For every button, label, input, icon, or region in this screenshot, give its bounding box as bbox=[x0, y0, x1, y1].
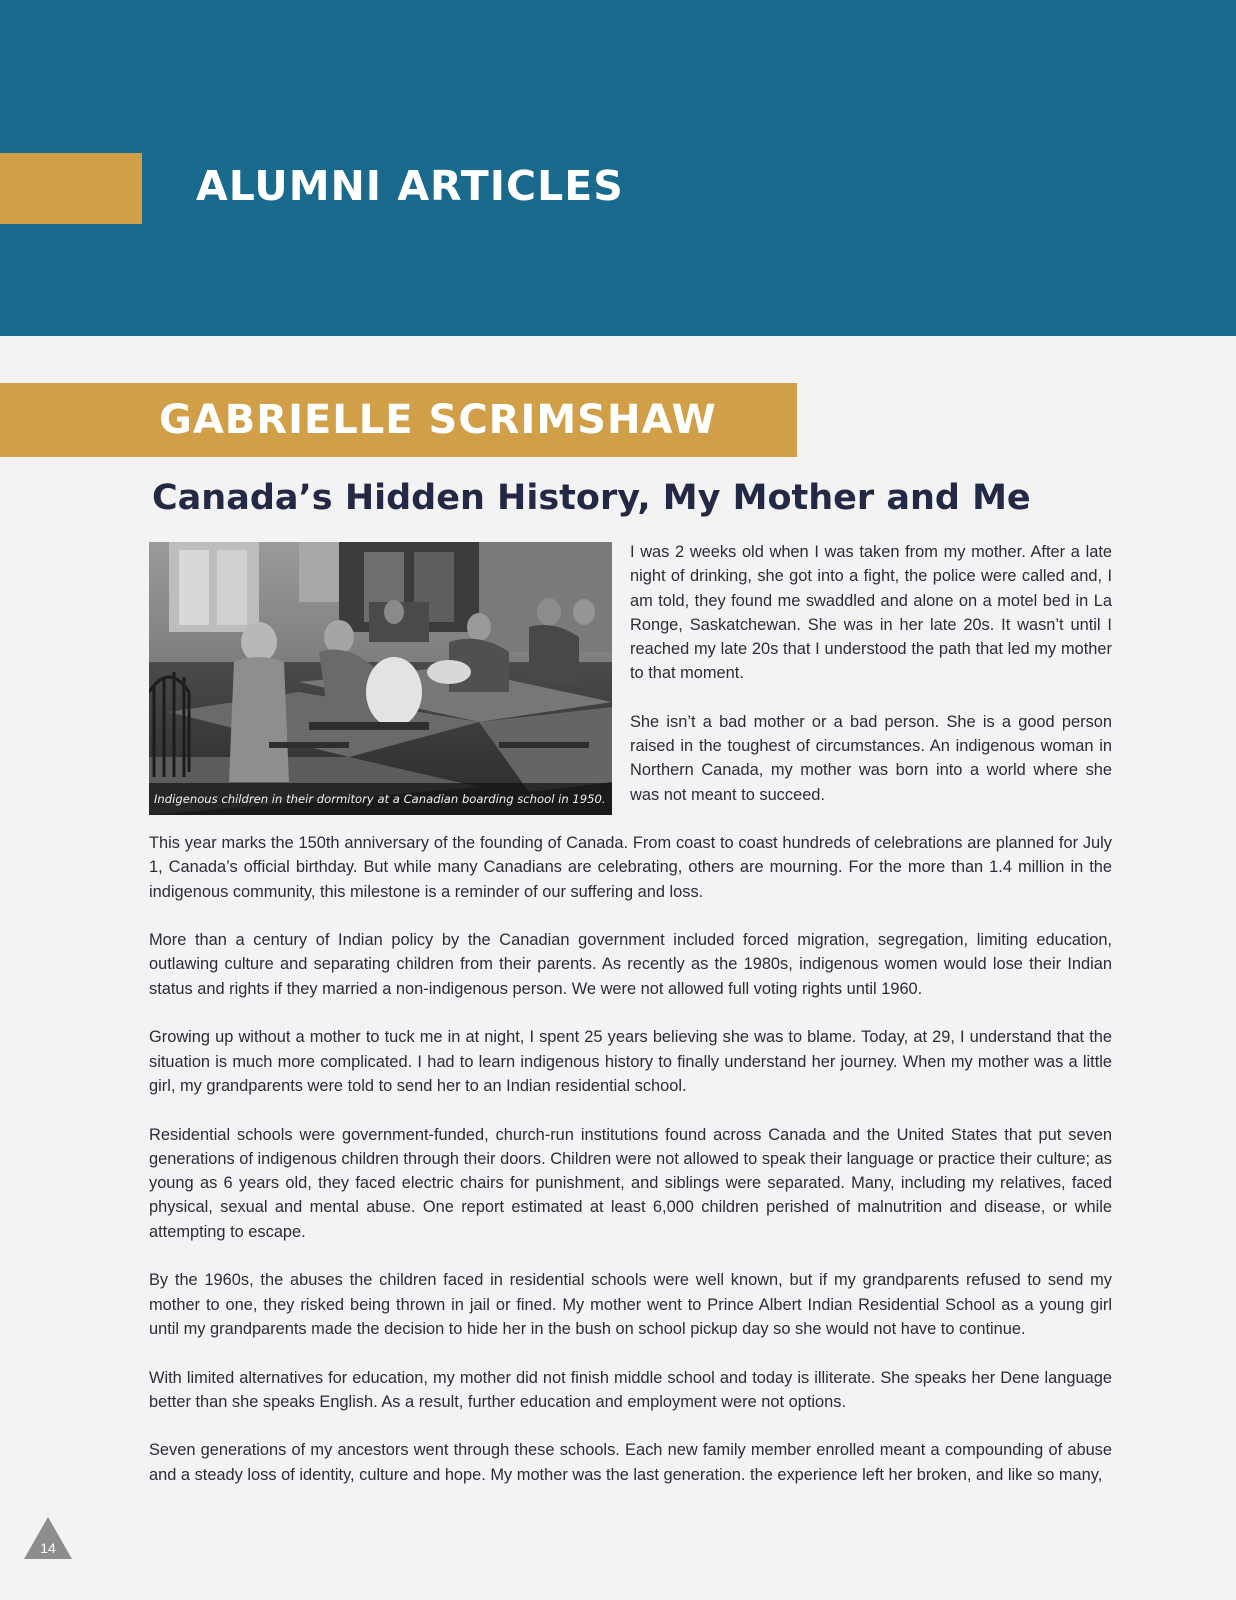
body-paragraph: Growing up without a mother to tuck me in at night, I spent 25 years believing she was to blame. Today, at 29, I understand that the situation is much more complicated. I had to learn indigenous history to finally understand her journey. When my mother was a little girl, my grandparents were told to send her to an Indian residential school. bbox=[149, 1028, 1112, 1095]
dormitory-photo bbox=[149, 542, 612, 815]
dormitory-photo-image bbox=[149, 542, 612, 815]
body-paragraph: More than a century of Indian policy by the Canadian government included forced migration, segregation, limiting education, outlawing culture and separating children from their parents. As recently as the 1980s, indigenous women would lose their Indian status and rights if they married a non-indigenous person. We were not allowed full voting rights until 1960. bbox=[149, 931, 1112, 998]
body-paragraph: By the 1960s, the abuses the children faced in residential schools were well known, but if my grandparents refused to send my mother to one, they risked being thrown in jail or fined. My mother went to Prince Albert Indian Residential School as a young girl until my grandparents made the decision to hide her in the bush on school pickup day so she would not have to continue. bbox=[149, 1271, 1112, 1338]
header-accent-bar bbox=[0, 153, 142, 224]
intro-column bbox=[630, 540, 1112, 831]
page-number: 14 bbox=[40, 1540, 56, 1556]
photo-caption: Indigenous children in their dormitory at a Canadian boarding school in 1950. bbox=[149, 783, 612, 815]
body-paragraph: This year marks the 150th anniversary of the founding of Canada. From coast to coast hundreds of celebrations are planned for July 1, Canada’s official birthday. But while many Canadians are celebrating, others are mourning. For the more than 1.4 million in the indigenous community, this milestone is a reminder of our suffering and loss. bbox=[149, 834, 1112, 901]
body-paragraph: Residential schools were government-funded, church-run institutions found across Canada and the United States that put seven generations of indigenous children through their doors. Children were not allowed to speak their language or practice their culture; as young as 6 years old, they faced electric chairs for punishment, and siblings were separated. Many, including my relatives, faced physical, sexual and mental abuse. One report estimated at least 6,000 children perished of malnutrition and disease, or while attempting to escape. bbox=[149, 1125, 1112, 1241]
intro-paragraph: She isn’t a bad mother or a bad person. She is a good person raised in the toughest of circumstances. An indigenous woman in Northern Canada, my mother was born into a world where she was not meant to succeed. bbox=[630, 712, 1112, 804]
body-paragraph: Seven generations of my ancestors went through these schools. Each new family member enrolled meant a compounding of abuse and a steady loss of identity, culture and hope. My mother was the last generation. the experience left her broken, and like so many, bbox=[149, 1441, 1112, 1484]
section-title: ALUMNI ARTICLES bbox=[196, 162, 624, 210]
body-paragraph: With limited alternatives for education, my mother did not finish middle school and today is illiterate. She speaks her Dene language better than she speaks English. As a result, further education and employment were not options. bbox=[149, 1368, 1112, 1411]
body-column bbox=[149, 831, 1112, 1511]
author-name: GABRIELLE SCRIMSHAW bbox=[159, 397, 717, 443]
article-title: Canada’s Hidden History, My Mother and Me bbox=[152, 478, 1031, 518]
intro-paragraph: I was 2 weeks old when I was taken from my mother. After a late night of drinking, she got into a fight, the police were called and, I am told, they found me swaddled and alone on a motel bed in La Ronge, Saskatchewan. She was in her late 20s. It wasn’t until I reached my late 20s that I understood the path that led my mother to that moment. bbox=[630, 543, 1112, 683]
